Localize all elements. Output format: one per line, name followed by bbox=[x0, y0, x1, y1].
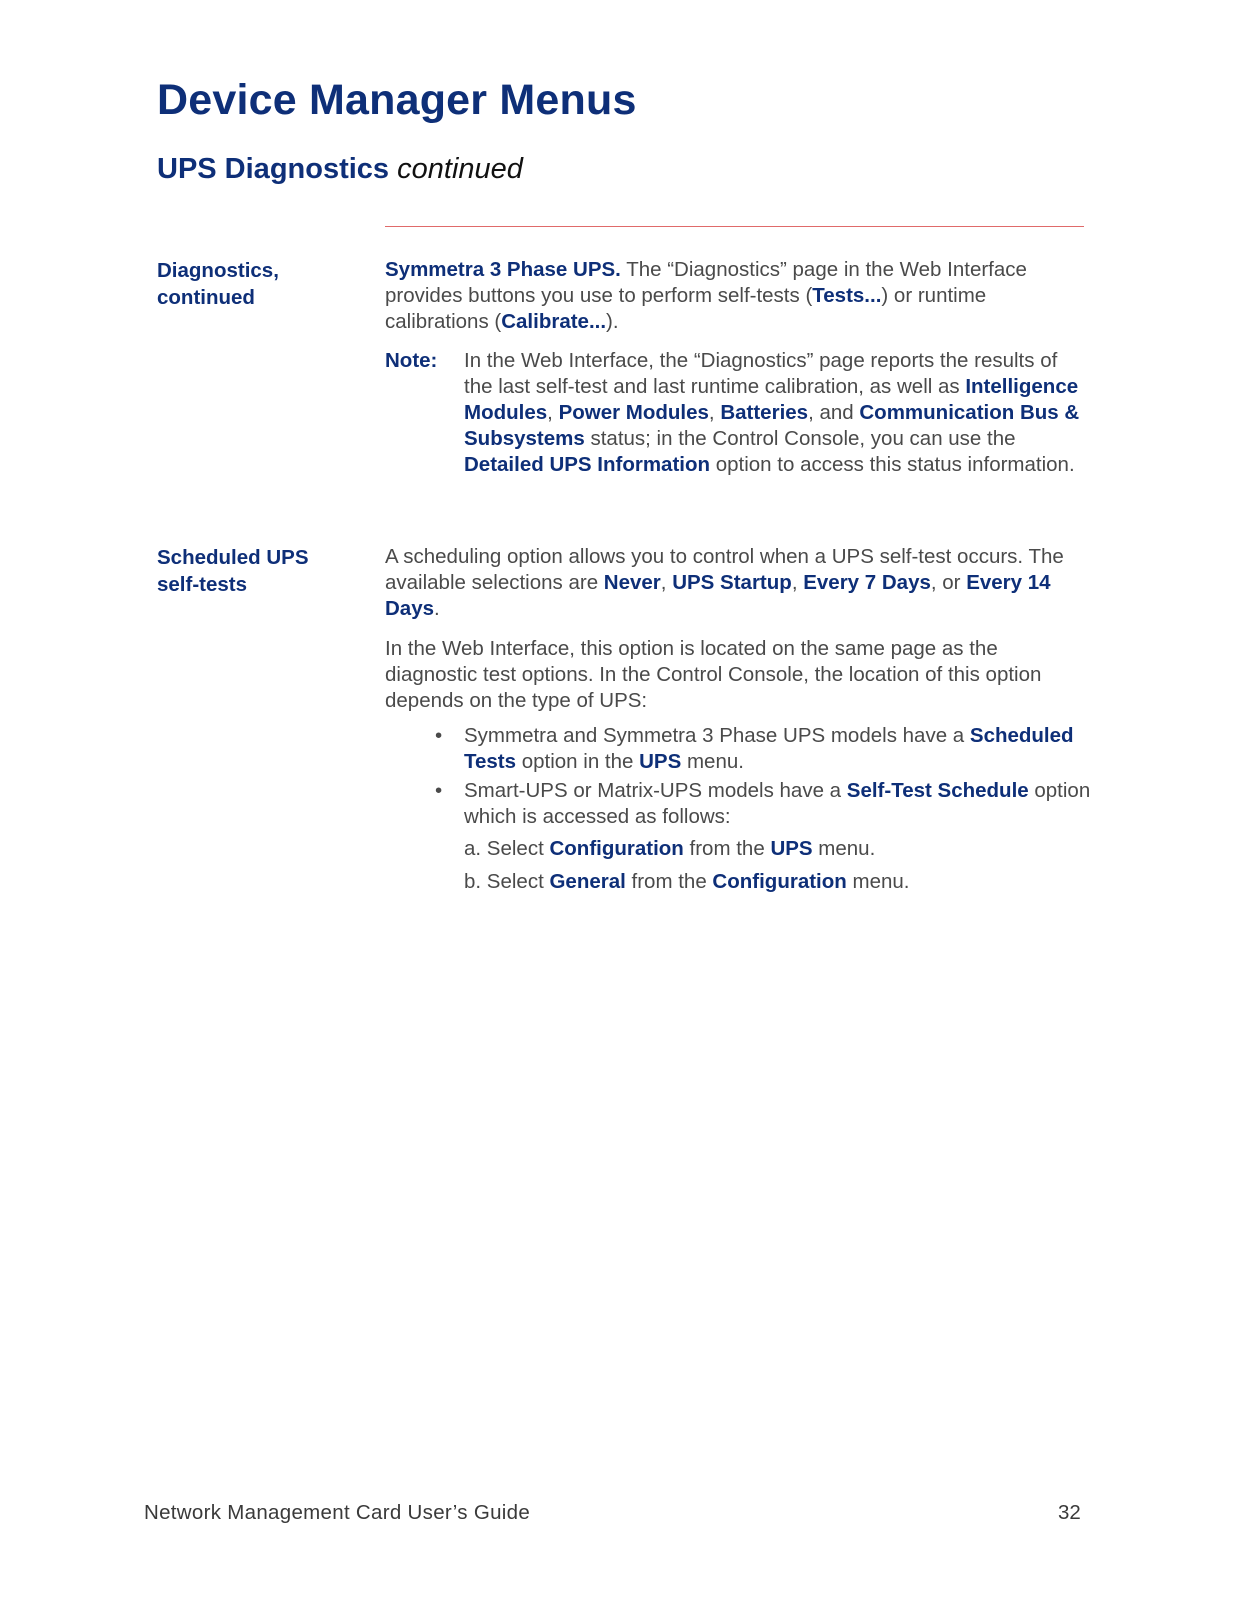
bullet-text: option in the bbox=[516, 750, 640, 773]
ups-startup-option-ref: UPS Startup bbox=[672, 571, 792, 594]
configuration-menu-ref: Configuration bbox=[712, 870, 847, 893]
section-divider bbox=[385, 226, 1084, 227]
list-item bbox=[435, 778, 1095, 830]
footer-page-number: 32 bbox=[1058, 1501, 1081, 1524]
note-label: Note: bbox=[385, 349, 438, 372]
configuration-ref: Configuration bbox=[549, 837, 684, 860]
note-text-run: , bbox=[547, 401, 559, 424]
note-text-run: status; in the Control Console, you can use the bbox=[584, 427, 1016, 450]
diagnostics-paragraph bbox=[385, 257, 1090, 335]
self-test-schedule-ref: Self-Test Schedule bbox=[846, 779, 1029, 802]
side-heading-line: Diagnostics, bbox=[157, 259, 279, 282]
calibrate-button-ref: Calibrate... bbox=[501, 310, 607, 333]
step-a bbox=[464, 836, 1104, 862]
step-text: b. Select bbox=[464, 870, 550, 893]
batteries-ref: Batteries bbox=[720, 401, 809, 424]
tests-button-ref: Tests... bbox=[812, 284, 882, 307]
ups-menu-ref: UPS bbox=[639, 750, 682, 773]
never-option-ref: Never bbox=[603, 571, 661, 594]
symmetra-3-phase-lead: Symmetra 3 Phase UPS. bbox=[385, 258, 621, 281]
section-title bbox=[157, 153, 523, 186]
diagnostics-note bbox=[385, 348, 1090, 478]
paragraph-text: ). bbox=[606, 310, 619, 333]
note-text-run: In the Web Interface, the “Diagnostics” page reports the results of the last self-test and last runtime calibration, as well as bbox=[464, 349, 1058, 398]
power-modules-ref: Power Modules bbox=[558, 401, 709, 424]
paragraph-text: , bbox=[660, 571, 673, 594]
configuration-steps bbox=[464, 836, 1104, 895]
every-14-days-option-ref: Every 14 Days bbox=[385, 571, 1051, 620]
step-text: a. Select bbox=[464, 837, 550, 860]
paragraph-text: , or bbox=[930, 571, 967, 594]
note-text-run: , and bbox=[808, 401, 860, 424]
step-text: menu. bbox=[846, 870, 910, 893]
bullet-text: Smart-UPS or Matrix-UPS models have a bbox=[464, 779, 847, 802]
step-text: from the bbox=[625, 870, 713, 893]
side-heading-line: self-tests bbox=[157, 573, 248, 596]
every-7-days-option-ref: Every 7 Days bbox=[803, 571, 931, 594]
paragraph-text: ) or runtime calibrations ( bbox=[385, 284, 987, 333]
scheduled-paragraph-1 bbox=[385, 544, 1090, 622]
bullet-text: option which is accessed as follows: bbox=[464, 779, 1091, 828]
section-continued-label: continued bbox=[397, 153, 523, 185]
step-text: from the bbox=[683, 837, 771, 860]
step-text: menu. bbox=[812, 837, 876, 860]
bullet-icon: • bbox=[435, 724, 443, 747]
general-ref: General bbox=[549, 870, 626, 893]
page-title: Device Manager Menus bbox=[157, 76, 637, 124]
paragraph-text: , bbox=[791, 571, 804, 594]
bullet-text: menu. bbox=[681, 750, 744, 773]
bullet-text: Symmetra and Symmetra 3 Phase UPS models have a bbox=[464, 724, 970, 747]
list-item bbox=[435, 723, 1095, 775]
communication-bus-ref: Communication Bus & Subsystems bbox=[464, 401, 1080, 450]
detailed-ups-info-ref: Detailed UPS Information bbox=[464, 453, 711, 476]
intelligence-modules-ref: Intelligence Modules bbox=[464, 375, 1079, 424]
side-heading-line: Scheduled UPS bbox=[157, 546, 309, 569]
section-title-text: UPS Diagnostics bbox=[157, 153, 390, 185]
footer-guide-title: Network Management Card User’s Guide bbox=[144, 1501, 531, 1524]
paragraph-text: In the Web Interface, this option is located on the same page as the diagnostic test options. In the Control Console, the location of this option depends on the type of UPS: bbox=[385, 637, 1042, 712]
note-text bbox=[464, 348, 1090, 478]
side-heading-line: continued bbox=[157, 286, 255, 309]
ups-model-bullet-list bbox=[435, 723, 1095, 830]
paragraph-text: The “Diagnostics” page in the Web Interface provides buttons you use to perform self-tests ( bbox=[385, 258, 1027, 307]
scheduled-side-heading bbox=[157, 544, 357, 598]
paragraph-text: . bbox=[434, 597, 440, 620]
scheduled-tests-ref: Scheduled Tests bbox=[464, 724, 1074, 773]
bullet-icon: • bbox=[435, 779, 443, 802]
step-b bbox=[464, 869, 1104, 895]
paragraph-text: A scheduling option allows you to control when a UPS self-test occurs. The available selections are bbox=[385, 545, 1064, 594]
note-text-run: option to access this status information. bbox=[710, 453, 1075, 476]
ups-menu-ref: UPS bbox=[770, 837, 813, 860]
diagnostics-side-heading bbox=[157, 257, 357, 311]
scheduled-paragraph-2 bbox=[385, 636, 1090, 714]
note-text-run: , bbox=[708, 401, 721, 424]
